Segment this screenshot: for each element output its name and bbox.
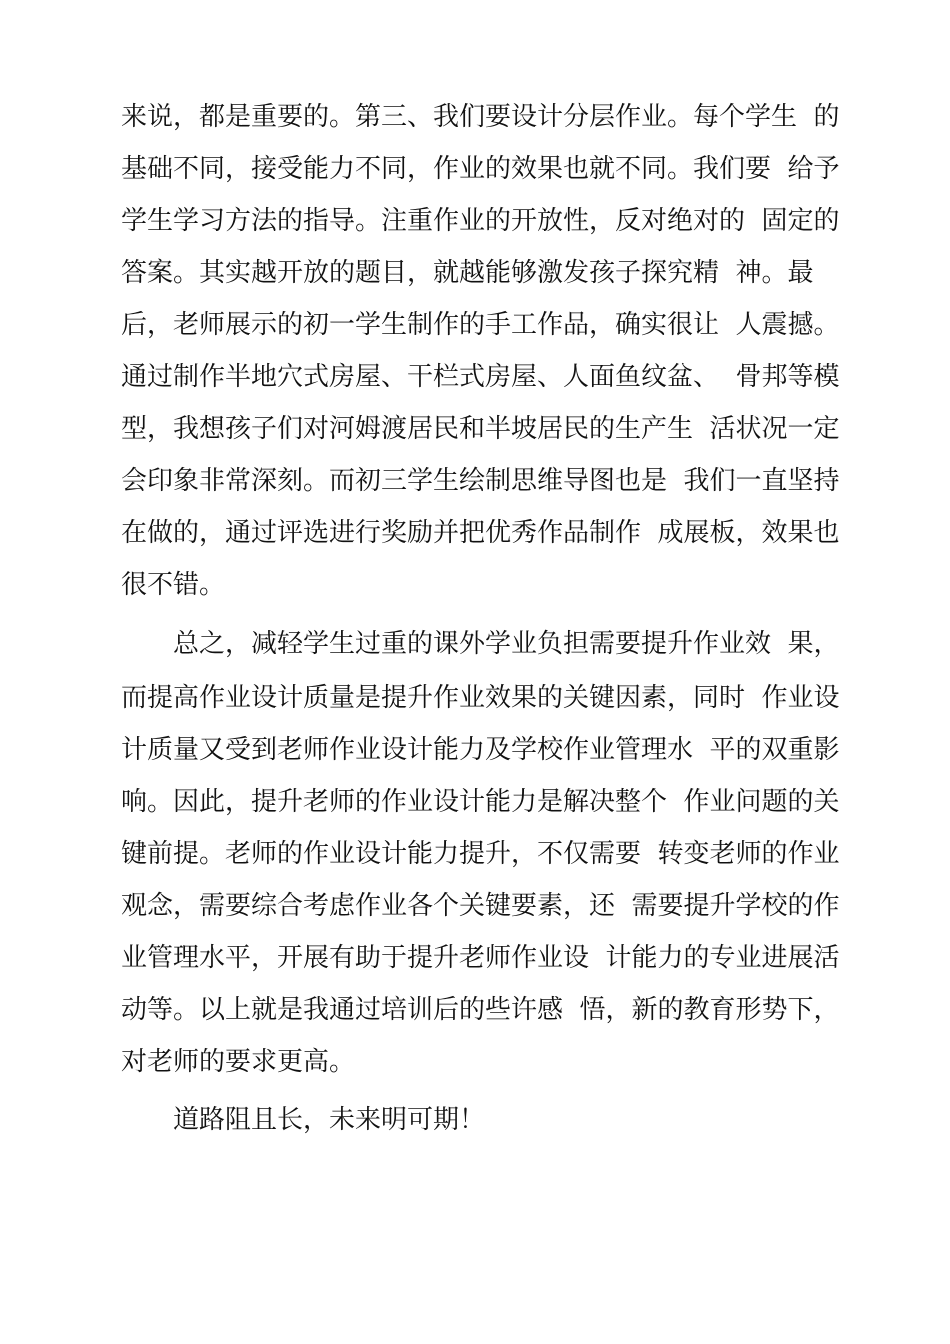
text-line: 而提高作业设计质量是提升作业效果的关键因素，同时 作业设 bbox=[121, 683, 840, 713]
text-line: 总之，减轻学生过重的课外学业负担需要提升作业效 果， bbox=[173, 629, 840, 659]
text-line: 基础不同，接受能力不同，作业的效果也就不同。我们要 给予 bbox=[121, 154, 840, 184]
text-line: 型，我想孩子们对河姆渡居民和半坡居民的生产生 活状况一定 bbox=[121, 414, 840, 444]
text-line: 业管理水平，开展有助于提升老师作业设 计能力的专业进展活 bbox=[121, 943, 840, 973]
text-line: 键前提。老师的作业设计能力提升，不仅需要 转变老师的作业 bbox=[121, 839, 840, 869]
text-line: 后，老师展示的初一学生制作的手工作品，确实很让 人震撼。 bbox=[121, 310, 840, 340]
text-line: 很不错。 bbox=[121, 570, 226, 600]
text-line: 在做的，通过评选进行奖励并把优秀作品制作 成展板，效果也 bbox=[121, 518, 840, 548]
text-line: 通过制作半地穴式房屋、干栏式房屋、人面鱼纹盆、 骨邦等模 bbox=[121, 362, 840, 392]
text-line: 动等。以上就是我通过培训后的些许感 悟，新的教育形势下， bbox=[121, 995, 840, 1025]
closing-line: 道路阻且长，未来明可期！ bbox=[173, 1105, 486, 1135]
text-line: 会印象非常深刻。而初三学生绘制思维导图也是 我们一直坚持 bbox=[121, 466, 840, 496]
text-line: 观念，需要综合考虑作业各个关键要素，还 需要提升学校的作 bbox=[121, 891, 840, 921]
text-line: 计质量又受到老师作业设计能力及学校作业管理水 平的双重影 bbox=[121, 735, 840, 765]
text-line: 来说，都是重要的。第三、我们要设计分层作业。每个学生 的 bbox=[121, 102, 840, 132]
text-line: 对老师的要求更高。 bbox=[121, 1047, 356, 1077]
text-line: 答案。其实越开放的题目，就越能够激发孩子探究精 神。最 bbox=[121, 258, 814, 288]
text-line: 学生学习方法的指导。注重作业的开放性，反对绝对的 固定的 bbox=[121, 206, 840, 236]
text-line: 响。因此，提升老师的作业设计能力是解决整个 作业问题的关 bbox=[121, 787, 840, 817]
